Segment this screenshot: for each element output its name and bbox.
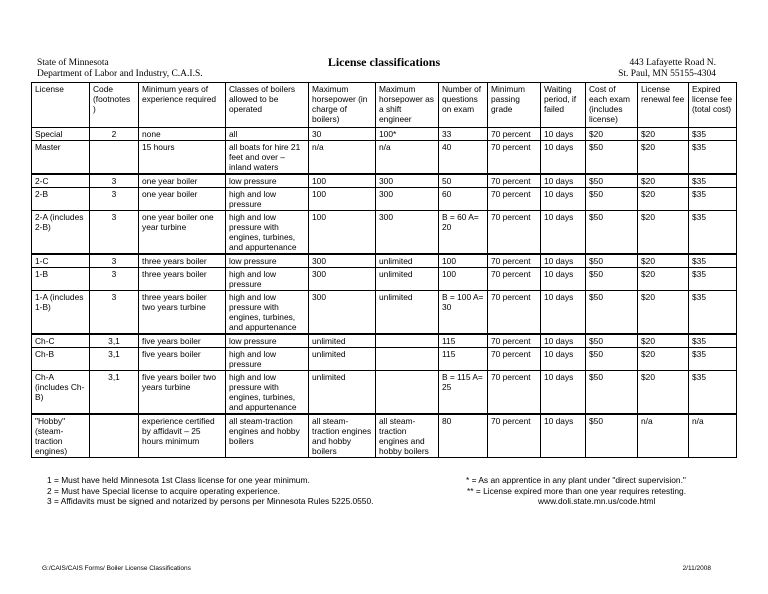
table-cell xyxy=(90,414,139,458)
table-cell: high and low pressure xyxy=(226,348,309,371)
table-cell: B = 100 A= 30 xyxy=(439,291,488,335)
table-cell: 70 percent xyxy=(488,128,541,141)
table-cell: 70 percent xyxy=(488,268,541,291)
column-header: Maximum horsepower as a shift engineer xyxy=(376,83,439,128)
table-cell: all steam-traction engines and hobby boilers xyxy=(309,414,376,458)
table-header-row xyxy=(32,83,737,128)
table-cell: $20 xyxy=(638,174,689,188)
table-cell: $20 xyxy=(638,211,689,255)
table-cell: 10 days xyxy=(541,268,586,291)
table-cell: five years boiler xyxy=(139,334,226,348)
footer-file-path: G:/CAIS/CAIS Forms/ Boiler License Classifications xyxy=(42,565,191,572)
table-cell: high and low pressure with engines, turbines, and appurtenance xyxy=(226,371,309,415)
footnote-2: 2 = Must have Special license to acquire operating experience. xyxy=(47,485,281,496)
address-street: 443 Lafayette Road N. xyxy=(629,58,716,68)
license-table xyxy=(31,82,737,458)
table-cell: Master xyxy=(32,141,90,175)
table-cell: 10 days xyxy=(541,141,586,175)
table-cell: 30 xyxy=(309,128,376,141)
table-cell: $35 xyxy=(689,128,737,141)
table-cell: unlimited xyxy=(376,268,439,291)
table-cell: all steam-traction engines and hobby boilers xyxy=(226,414,309,458)
table-cell: 300 xyxy=(376,174,439,188)
table-cell: unlimited xyxy=(309,348,376,371)
column-header: Minimum years of experience required xyxy=(139,83,226,128)
table-cell: 3,1 xyxy=(90,334,139,348)
table-row xyxy=(32,211,737,255)
footnotes-left xyxy=(47,475,373,507)
table-cell: three years boiler xyxy=(139,254,226,268)
table-cell: n/a xyxy=(689,414,737,458)
table-cell: 115 xyxy=(439,334,488,348)
table-cell: three years boiler xyxy=(139,268,226,291)
website-link[interactable]: www.doli.state.mn.us/code.html xyxy=(538,496,656,506)
column-header: License renewal fee xyxy=(638,83,689,128)
table-cell: 3 xyxy=(90,254,139,268)
table-cell: low pressure xyxy=(226,254,309,268)
table-cell: 70 percent xyxy=(488,348,541,371)
table-cell: none xyxy=(139,128,226,141)
table-cell: n/a xyxy=(376,141,439,175)
table-cell: high and low pressure xyxy=(226,188,309,211)
table-cell: 10 days xyxy=(541,174,586,188)
table-cell: one year boiler one year turbine xyxy=(139,211,226,255)
column-header: Waiting period, if failed xyxy=(541,83,586,128)
table-cell: 100 xyxy=(439,268,488,291)
table-cell: $20 xyxy=(638,141,689,175)
table-cell: $50 xyxy=(586,211,638,255)
table-cell: unlimited xyxy=(376,254,439,268)
table-cell: 10 days xyxy=(541,188,586,211)
table-cell: "Hobby" (steam-traction engines) xyxy=(32,414,90,458)
agency-state: State of Minnesota xyxy=(37,58,109,68)
table-cell: 2-B xyxy=(32,188,90,211)
table-cell: 3 xyxy=(90,188,139,211)
table-cell: $35 xyxy=(689,254,737,268)
table-cell: $20 xyxy=(638,371,689,415)
table-cell: $50 xyxy=(586,268,638,291)
table-cell: $50 xyxy=(586,348,638,371)
table-cell: high and low pressure xyxy=(226,268,309,291)
table-cell: five years boiler xyxy=(139,348,226,371)
table-cell: 10 days xyxy=(541,414,586,458)
table-cell: $50 xyxy=(586,414,638,458)
table-cell: 100 xyxy=(309,174,376,188)
table-row xyxy=(32,141,737,175)
table-cell: $35 xyxy=(689,348,737,371)
footnote-asterisk: * = As an apprentice in any plant under "direct supervision." xyxy=(466,475,686,485)
table-cell xyxy=(90,141,139,175)
table-cell: $50 xyxy=(586,188,638,211)
table-cell: 70 percent xyxy=(488,211,541,255)
column-header: Number of questions on exam xyxy=(439,83,488,128)
table-cell: 100 xyxy=(439,254,488,268)
table-cell: $35 xyxy=(689,291,737,335)
table-cell: $35 xyxy=(689,141,737,175)
table-cell: $20 xyxy=(586,128,638,141)
table-row xyxy=(32,334,737,348)
table-row xyxy=(32,268,737,291)
table-cell: 15 hours xyxy=(139,141,226,175)
table-cell: 70 percent xyxy=(488,174,541,188)
table-cell: $50 xyxy=(586,254,638,268)
table-cell: 300 xyxy=(376,188,439,211)
table-cell: Ch-B xyxy=(32,348,90,371)
table-cell xyxy=(376,348,439,371)
table-cell: 2-C xyxy=(32,174,90,188)
table-cell: experience certified by affidavit – 25 hours minimum xyxy=(139,414,226,458)
table-cell: all xyxy=(226,128,309,141)
table-cell: high and low pressure with engines, turbines, and appurtenance xyxy=(226,211,309,255)
table-cell: 10 days xyxy=(541,291,586,335)
column-header: Classes of boilers allowed to be operated xyxy=(226,83,309,128)
table-cell: one year boiler xyxy=(139,188,226,211)
table-row xyxy=(32,174,737,188)
table-cell: unlimited xyxy=(309,334,376,348)
table-row xyxy=(32,254,737,268)
table-cell: low pressure xyxy=(226,334,309,348)
column-header: Minimum passing grade xyxy=(488,83,541,128)
table-cell: three years boiler two years turbine xyxy=(139,291,226,335)
table-row xyxy=(32,128,737,141)
table-cell: $35 xyxy=(689,211,737,255)
table-row xyxy=(32,348,737,371)
table-cell: 70 percent xyxy=(488,188,541,211)
table-cell: 100* xyxy=(376,128,439,141)
table-cell: 10 days xyxy=(541,128,586,141)
table-cell: 10 days xyxy=(541,348,586,371)
table-cell: 70 percent xyxy=(488,291,541,335)
table-cell: $50 xyxy=(586,334,638,348)
table-cell: n/a xyxy=(638,414,689,458)
table-cell: $20 xyxy=(638,291,689,335)
table-cell: B = 115 A= 25 xyxy=(439,371,488,415)
table-cell: 300 xyxy=(309,254,376,268)
table-cell: Special xyxy=(32,128,90,141)
page-title: License classifications xyxy=(327,55,441,69)
table-cell: all boats for hire 21 feet and over – inland waters xyxy=(226,141,309,175)
table-cell: $35 xyxy=(689,188,737,211)
table-cell: all steam-traction engines and hobby boilers xyxy=(376,414,439,458)
agency-department: Department of Labor and Industry, C.A.I.S. xyxy=(37,69,203,79)
table-cell: Ch-A (includes Ch-B) xyxy=(32,371,90,415)
table-cell: 50 xyxy=(439,174,488,188)
table-cell: unlimited xyxy=(376,291,439,335)
table-cell: Ch-C xyxy=(32,334,90,348)
table-cell: 3 xyxy=(90,211,139,255)
table-cell: $20 xyxy=(638,334,689,348)
table-cell: $20 xyxy=(638,188,689,211)
table-cell xyxy=(376,334,439,348)
table-cell: 300 xyxy=(309,291,376,335)
table-cell: unlimited xyxy=(309,371,376,415)
table-cell: five years boiler two years turbine xyxy=(139,371,226,415)
table-cell: 10 days xyxy=(541,211,586,255)
table-cell: 115 xyxy=(439,348,488,371)
table-cell: $50 xyxy=(586,141,638,175)
table-cell: low pressure xyxy=(226,174,309,188)
footnote-1: 1 = Must have held Minnesota 1st Class license for one year minimum. xyxy=(47,475,310,485)
table-cell: 300 xyxy=(309,268,376,291)
table-row xyxy=(32,291,737,335)
table-cell: 2 xyxy=(90,128,139,141)
table-cell: 70 percent xyxy=(488,414,541,458)
table-cell xyxy=(376,371,439,415)
table-cell: 40 xyxy=(439,141,488,175)
table-cell: $35 xyxy=(689,268,737,291)
table-cell: 3 xyxy=(90,174,139,188)
table-cell: 100 xyxy=(309,188,376,211)
table-cell: 3,1 xyxy=(90,371,139,415)
column-header: License xyxy=(32,83,90,128)
table-cell: $50 xyxy=(586,291,638,335)
table-row xyxy=(32,188,737,211)
footer-date: 2/11/2008 xyxy=(682,565,711,572)
table-cell: 70 percent xyxy=(488,141,541,175)
table-cell: $35 xyxy=(689,174,737,188)
table-cell: 33 xyxy=(439,128,488,141)
table-cell: $50 xyxy=(586,371,638,415)
table-cell: 1-A (includes 1-B) xyxy=(32,291,90,335)
address-city: St. Paul, MN 55155-4304 xyxy=(618,69,716,79)
table-cell: 70 percent xyxy=(488,371,541,415)
table-cell: $20 xyxy=(638,254,689,268)
table-cell: 3,1 xyxy=(90,348,139,371)
footnotes-right xyxy=(466,475,686,507)
table-cell: n/a xyxy=(309,141,376,175)
table-cell: 80 xyxy=(439,414,488,458)
table-cell: 300 xyxy=(376,211,439,255)
table-cell: 70 percent xyxy=(488,254,541,268)
table-cell: high and low pressure with engines, turbines, and appurtenance xyxy=(226,291,309,335)
column-header: Code (footnotes ) xyxy=(90,83,139,128)
table-cell: 10 days xyxy=(541,254,586,268)
table-cell: $20 xyxy=(638,128,689,141)
table-cell: 1-B xyxy=(32,268,90,291)
header-right xyxy=(618,58,716,80)
table-cell: 10 days xyxy=(541,371,586,415)
table-cell: $50 xyxy=(586,174,638,188)
column-header: Expired license fee (total cost) xyxy=(689,83,737,128)
table-row xyxy=(32,371,737,415)
footnote-3: 3 = Affidavits must be signed and notarized by persons per Minnesota Rules 5225.0550. xyxy=(47,496,374,506)
table-cell: 60 xyxy=(439,188,488,211)
table-cell: $35 xyxy=(689,334,737,348)
footnote-double-asterisk: ** = License expired more than one year requires retesting. xyxy=(467,485,687,496)
column-header: Maximum horsepower (in charge of boilers) xyxy=(309,83,376,128)
table-cell: $35 xyxy=(689,371,737,415)
table-cell: 1-C xyxy=(32,254,90,268)
table-cell: 2-A (includes 2-B) xyxy=(32,211,90,255)
table-cell: B = 60 A= 20 xyxy=(439,211,488,255)
table-cell: $20 xyxy=(638,268,689,291)
table-cell: 3 xyxy=(90,268,139,291)
table-cell: one year boiler xyxy=(139,174,226,188)
column-header: Cost of each exam (includes license) xyxy=(586,83,638,128)
table-cell: 10 days xyxy=(541,334,586,348)
table-cell: 3 xyxy=(90,291,139,335)
table-cell: 100 xyxy=(309,211,376,255)
table-cell: 70 percent xyxy=(488,334,541,348)
table-cell: $20 xyxy=(638,348,689,371)
table-row xyxy=(32,414,737,458)
